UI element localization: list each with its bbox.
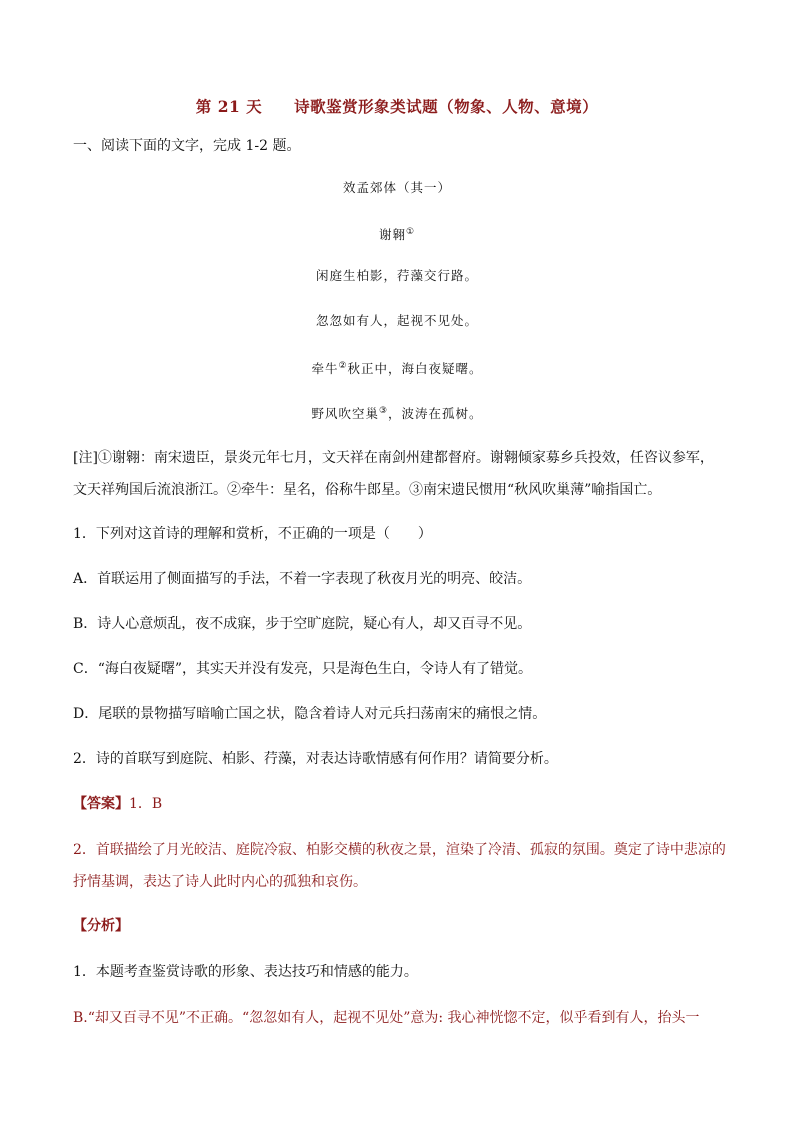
answer-line-2b: 抒情基调，表达了诗人此时内心的孤独和哀伤。	[73, 874, 367, 890]
analysis-line-1: 1．本题考查鉴赏诗歌的形象、表达技巧和情感的能力。	[73, 964, 418, 980]
poem-line-3-note: ②	[338, 361, 348, 371]
poem-line-1: 闲庭生柏影，荇藻交行路。	[315, 268, 478, 283]
poem-line-4	[0, 401, 794, 424]
poem-line-4a: 野风吹空巢	[311, 406, 379, 421]
poem-line-3	[0, 356, 794, 379]
poem-line-2: 忽忽如有人，起视不见处。	[315, 313, 478, 328]
title-topic: 诗歌鉴赏形象类试题（物象、人物、意境）	[294, 97, 599, 116]
note-line-2: 文天祥殉国后流浪浙江。②牵牛：星名，俗称牛郎星。③南宋遗民惯用“秋风吹巢薄”喻指国亡。	[73, 482, 662, 498]
section-heading: 一、阅读下面的文字，完成 1-2 题。	[73, 138, 301, 154]
answer-tag: 【答案】	[73, 796, 129, 812]
poem-title: 效孟郊体（其一）	[342, 180, 451, 195]
title-day: 第 21 天	[195, 97, 263, 116]
question-1-option-b: B．诗人心意烦乱，夜不成寐，步于空旷庭院，疑心有人，却又百寻不见。	[73, 616, 532, 632]
poem-line-4-note: ③	[378, 406, 389, 416]
answer-line-2a: 2．首联描绘了月光皎洁、庭院冷寂、柏影交横的秋夜之景，渲染了冷清、孤寂的氛围。奠定了诗中悲凉的	[73, 842, 726, 858]
answer-value: 1．B	[129, 796, 163, 812]
question-2-stem: 2．诗的首联写到庭院、柏影、荇藻，对表达诗歌情感有何作用？请简要分析。	[73, 751, 558, 767]
question-1-option-a: A．首联运用了侧面描写的手法，不着一字表现了秋夜月光的明亮、皎洁。	[73, 571, 532, 587]
note-line-1: [注]①谢翱：南宋遗臣，景炎元年七月，文天祥在南剑州建都督府。谢翱倾家募乡兵投效，任咨议参军，	[73, 450, 714, 466]
poem-line-4b: ，波涛在孤树。	[388, 406, 483, 421]
poem-line-3a: 牵牛	[311, 361, 339, 376]
analysis-line-2: B.“却又百寻不见”不正确。“忽忽如有人，起视不见处”意为: 我心神恍惚不定，似乎看到有人，抬头一	[73, 1010, 700, 1026]
question-1-option-d: D．尾联的景物描写暗喻亡国之状，隐含着诗人对元兵扫荡南宋的痛恨之情。	[73, 706, 547, 722]
answer-line-1	[73, 794, 162, 814]
poem-line-3b: 秋正中，海白夜疑曙。	[347, 361, 483, 376]
poem-author-name: 谢翱	[378, 227, 406, 242]
question-1-option-c: C．“海白夜疑曙”，其实天并没有发亮，只是海色生白，令诗人有了错觉。	[73, 661, 533, 677]
poem-author-note: ①	[405, 227, 416, 237]
analysis-tag: 【分析】	[73, 918, 129, 934]
page-title	[0, 95, 794, 117]
question-1-stem: 1．下列对这首诗的理解和赏析，不正确的一项是（ ）	[73, 526, 432, 542]
poem-author	[0, 222, 794, 245]
